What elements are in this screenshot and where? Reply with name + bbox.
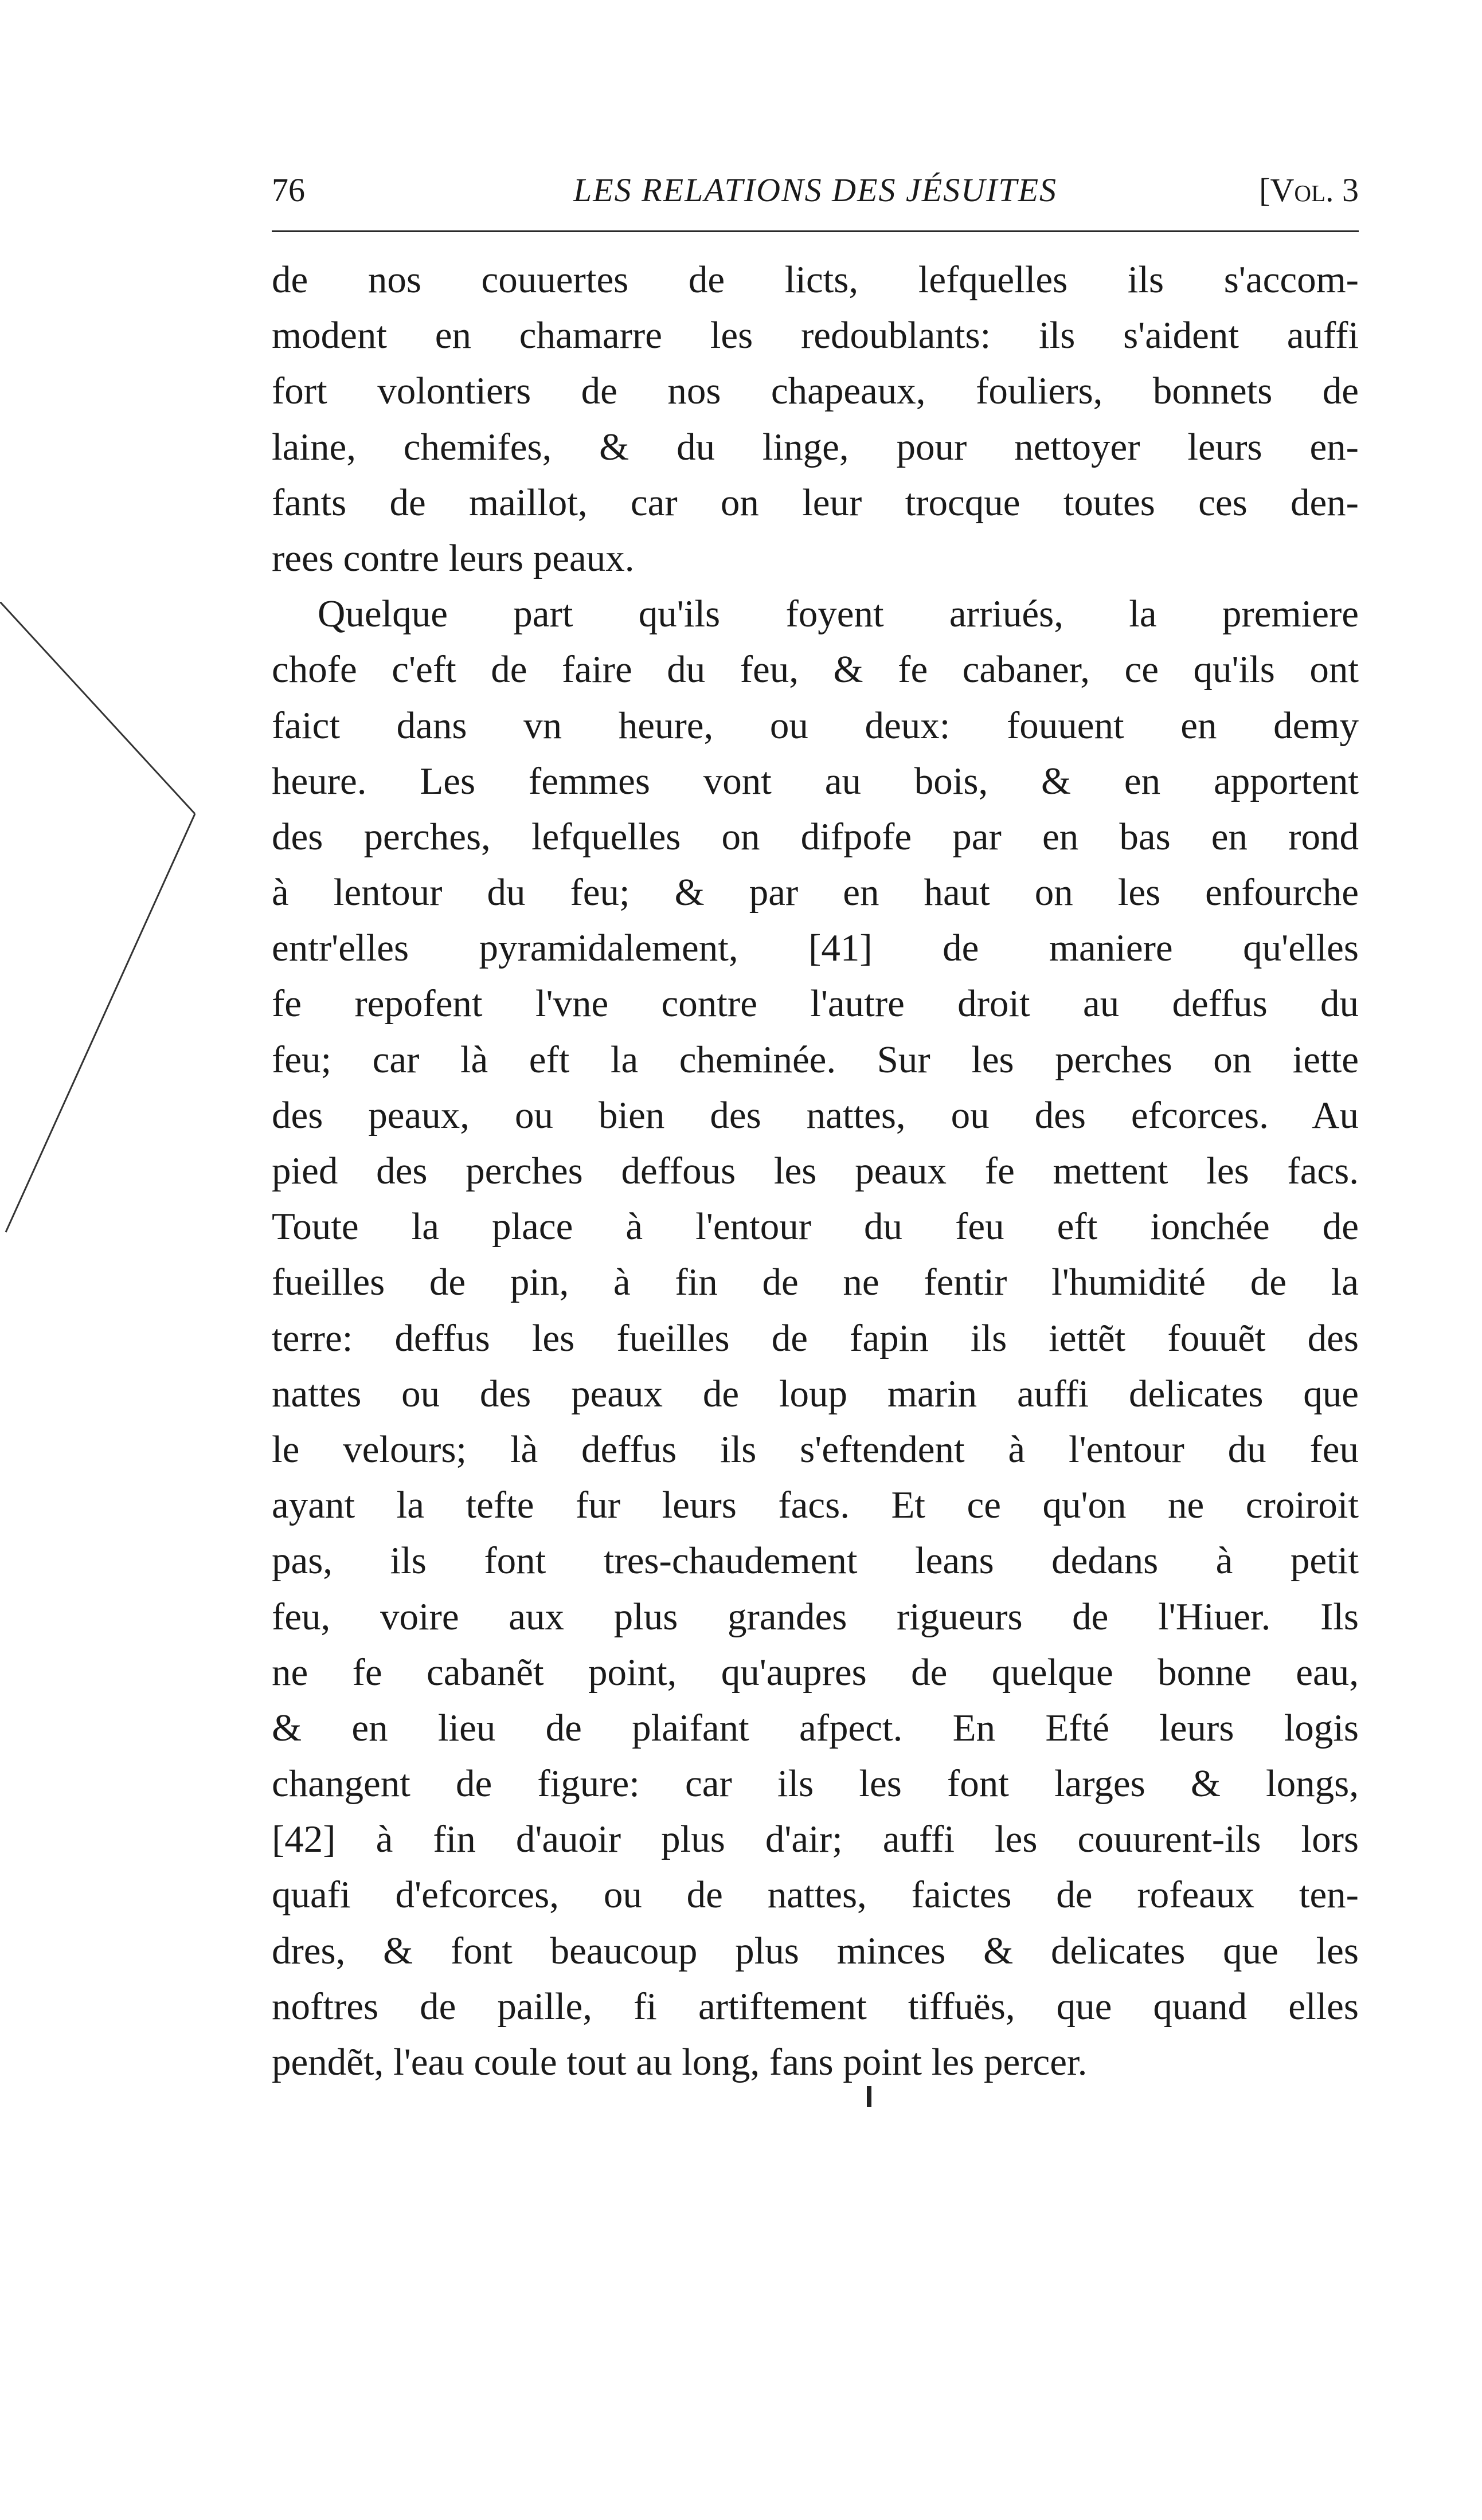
text-line: pied des perches deffous les peaux fe mettent les facs. — [272, 1150, 1359, 1192]
text-line: feu, voire aux plus grandes rigueurs de l'Hiuer. Ils — [272, 1595, 1359, 1638]
text-line: chofe c'eft de faire du feu, & fe cabaner, ce qu'ils ont — [272, 648, 1359, 691]
text-line: changent de figure: car ils les font larges & longs, — [272, 1762, 1359, 1805]
running-head — [272, 167, 1359, 213]
text-line: feu; car là eft la cheminée. Sur les perches on iette — [272, 1038, 1359, 1081]
text-line: fueilles de pin, à fin de ne fentir l'humidité de la — [272, 1261, 1359, 1304]
paragraph — [272, 586, 1359, 2090]
text-line: heure. Les femmes vont au bois, & en apportent — [272, 759, 1359, 802]
text-line: noftres de paille, fi artiftement tiffuës, que quand elles — [272, 1985, 1359, 2028]
text-line: de nos couuertes de licts, lefquelles ils s'accom- — [272, 258, 1359, 301]
text-line: rees contre leurs peaux. — [272, 536, 635, 579]
text-line: nattes ou des peaux de loup marin auffi delicates que — [272, 1372, 1359, 1415]
text-line: laine, chemifes, & du linge, pour nettoyer leurs en- — [272, 425, 1359, 468]
text-line: pas, ils font tres-chaudement leans dedans à petit — [272, 1539, 1359, 1582]
page-number: 76 — [272, 171, 305, 209]
text-line: le velours; là deffus ils s'eftendent à l'entour du feu — [272, 1428, 1359, 1471]
text-line: Quelque part qu'ils foyent arriués, la premiere — [318, 593, 1359, 636]
text-line: ayant la tefte fur leurs facs. Et ce qu'on ne croiroit — [272, 1484, 1359, 1527]
text-line: & en lieu de plaifant afpect. En Efté leurs logis — [272, 1706, 1359, 1749]
body-text — [272, 252, 1359, 2090]
text-line: ne fe cabanẽt point, qu'aupres de quelque bonne eau, — [272, 1651, 1359, 1694]
running-title: LES RELATIONS DES JÉSUITES — [573, 171, 1058, 209]
text-line: à lentour du feu; & par en haut on les enfourche — [272, 871, 1359, 914]
text-line: terre: deffus les fueilles de fapin ils iettẽt fouuẽt des — [272, 1316, 1359, 1359]
text-line: [42] à fin d'auoir plus d'air; auffi les couurent-ils lors — [272, 1818, 1359, 1861]
text-line: modent en chamarre les redoublants: ils s'aident auffi — [272, 314, 1359, 357]
volume-label: [Vol. 3 — [1259, 171, 1359, 209]
margin-bracket-mark — [0, 602, 241, 1261]
text-line: des peaux, ou bien des nattes, ou des efcorces. Au — [272, 1094, 1359, 1136]
text-line: fort volontiers de nos chapeaux, fouliers, bonnets de — [272, 370, 1359, 413]
text-line: quafi d'efcorces, ou de nattes, faictes de rofeaux ten- — [272, 1874, 1359, 1917]
text-line: faict dans vn heure, ou deux: fouuent en demy — [272, 704, 1359, 747]
text-line: pendẽt, l'eau coule tout au long, fans point les percer. — [272, 2041, 1088, 2083]
bottom-mark — [867, 2086, 871, 2107]
text-line: dres, & font beaucoup plus minces & delicates que les — [272, 1929, 1359, 1972]
text-line: Toute la place à l'entour du feu eft ionchée de — [272, 1205, 1359, 1248]
paragraph — [272, 252, 1359, 586]
text-line: entr'elles pyramidalement, [41] de maniere qu'elles — [272, 927, 1359, 970]
header-rule — [272, 230, 1359, 232]
text-line: des perches, lefquelles on difpofe par en bas en rond — [272, 815, 1359, 858]
text-line: fants de maillot, car on leur trocque toutes ces den- — [272, 481, 1359, 524]
text-line: fe repofent l'vne contre l'autre droit au deffus du — [272, 982, 1359, 1025]
